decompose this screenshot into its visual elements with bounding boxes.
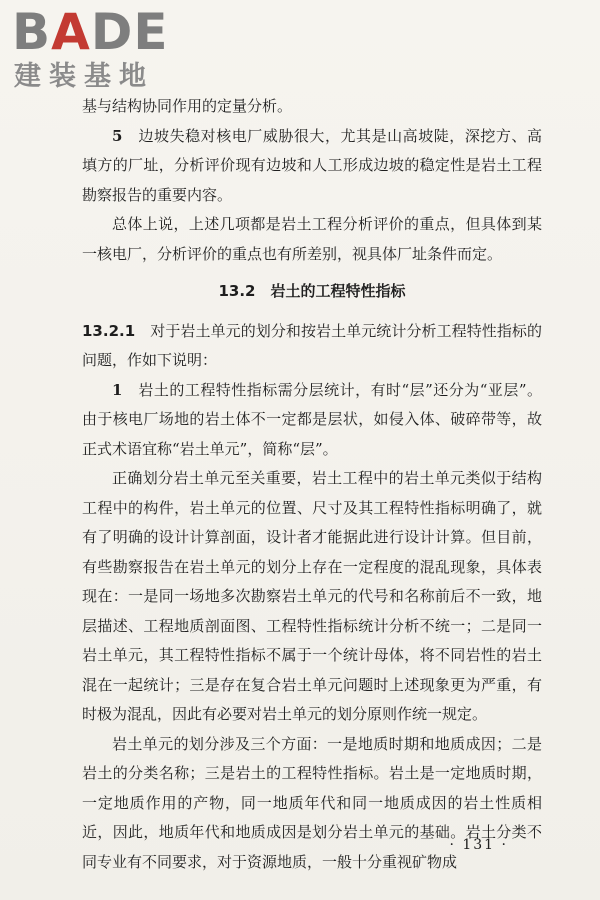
document-body [82,92,542,877]
clause-number: 13.2.1 [82,321,136,340]
logo-letter-b: B [12,3,52,61]
clause-text: 对于岩土单元的划分和按岩土单元统计分析工程特性指标的问题，作如下说明： [82,321,542,369]
paragraph-3: 总体上说，上述几项都是岩土工程分析评价的重点，但具体到某一核电厂，分析评价的重点也有所差别，视具体厂址条件而定。 [82,215,542,263]
item-number-5: 5 [112,126,123,145]
paragraph-6: 正确划分岩土单元至关重要，岩土工程中的岩土单元类似于结构工程中的构件，岩土单元的位置、尺寸及其工程特性指标明确了，就有了明确的设计计算剖面，设计者才能据此进行设计计算。但目前，有些勘察报告在岩土单元的划分上存在一定程度的混乱现象，具体表现在：一是同一场地多次勘察岩土单元的代号和名称前后不一致，地层描述、工程地质剖面图、工程特性指标统计分析不统一；二是同一岩土单元，其工程特性指标不属于一个统计母体，将不同岩性的岩土混在一起统计；三是存在复合岩土单元问题时上述现象更为严重，有时极为混乱，因此有必要对岩土单元的划分原则作统一规定。 [82,469,542,723]
section-title: 13.2 岩土的工程特性指标 [218,282,406,300]
logo-subtitle: 建装基地 [14,61,154,92]
logo-letter-a: A [51,3,91,61]
paragraph-2 [82,122,542,211]
paragraph-5 [82,376,542,465]
watermark-logo [10,4,180,94]
page-number: · 131 · [449,837,508,853]
item-number-1: 1 [112,380,123,399]
paragraph-7: 岩土单元的划分涉及三个方面：一是地质时期和地质成因；二是岩土的分类名称；三是岩土的工程特性指标。岩土是一定地质时期，一定地质作用的产物，同一地质年代和同一地质成因的岩土性质相近，因此，地质年代和地质成因是划分岩土单元的基础。岩土分类不同专业有不同要求，对于资源地质，一般十分重视矿物成 [82,734,542,871]
logo-letters-de: DE [90,3,169,61]
clause-13-2-1 [82,317,542,376]
paragraph-1: 基与结构协同作用的定量分析。 [82,97,293,115]
logo-brand [12,4,169,60]
paragraph-5-text: 岩土的工程特性指标需分层统计，有时“层”还分为“亚层”。由于核电厂场地的岩土体不一定都是层状，如侵入体、破碎带等，故正式术语宜称“岩土单元”，简称“层”。 [82,380,542,458]
paragraph-2-text: 边坡失稳对核电厂威胁很大，尤其是山高坡陡，深挖方、高填方的厂址，分析评价现有边坡和人工形成边坡的稳定性是岩土工程勘察报告的重要内容。 [82,126,542,204]
